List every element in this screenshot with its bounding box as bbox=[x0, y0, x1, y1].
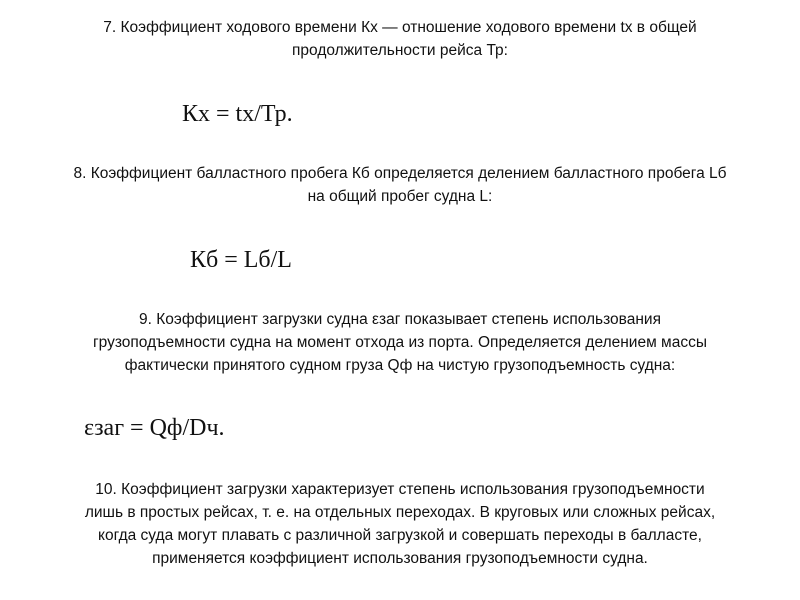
paragraph-line: 7. Коэффициент ходового времени Кх — отношение ходового времени tх в общей bbox=[103, 19, 697, 36]
paragraph-7-running-time-coefficient bbox=[0, 16, 800, 62]
paragraph-line: 10. Коэффициент загрузки характеризует степень использования грузоподъемности bbox=[95, 481, 705, 498]
paragraph-line: 8. Коэффициент балластного пробега Кб определяется делением балластного пробега Lб bbox=[73, 165, 727, 182]
paragraph-line: лишь в простых рейсах, т. е. на отдельных переходах. В круговых или сложных рейсах, bbox=[84, 504, 716, 521]
paragraph-9-load-coefficient bbox=[0, 308, 800, 377]
paragraph-line: когда суда могут плавать с различной загрузкой и совершать переходы в балласте, bbox=[98, 527, 702, 544]
paragraph-line: 9. Коэффициент загрузки судна εзаг показывает степень использования bbox=[139, 311, 661, 328]
paragraph-line: фактически принятого судном груза Qф на чистую грузоподъемность судна: bbox=[124, 357, 676, 374]
paragraph-line: продолжительности рейса Тр: bbox=[292, 42, 508, 59]
paragraph-line: применяется коэффициент использования грузоподъемности судна. bbox=[152, 550, 648, 567]
formula-ballast-run-coefficient: Кб = Lб/L bbox=[190, 247, 292, 273]
formula-load-coefficient: εзаг = Qф/Dч. bbox=[84, 415, 225, 441]
paragraph-10-load-utilization bbox=[0, 478, 800, 570]
formula-running-time-coefficient: Кх = tх/Тр. bbox=[182, 101, 293, 127]
paragraph-line: на общий пробег судна L: bbox=[307, 188, 493, 205]
paragraph-8-ballast-run-coefficient bbox=[0, 162, 800, 208]
paragraph-line: грузоподъемности судна на момент отхода из порта. Определяется делением массы bbox=[93, 334, 707, 351]
